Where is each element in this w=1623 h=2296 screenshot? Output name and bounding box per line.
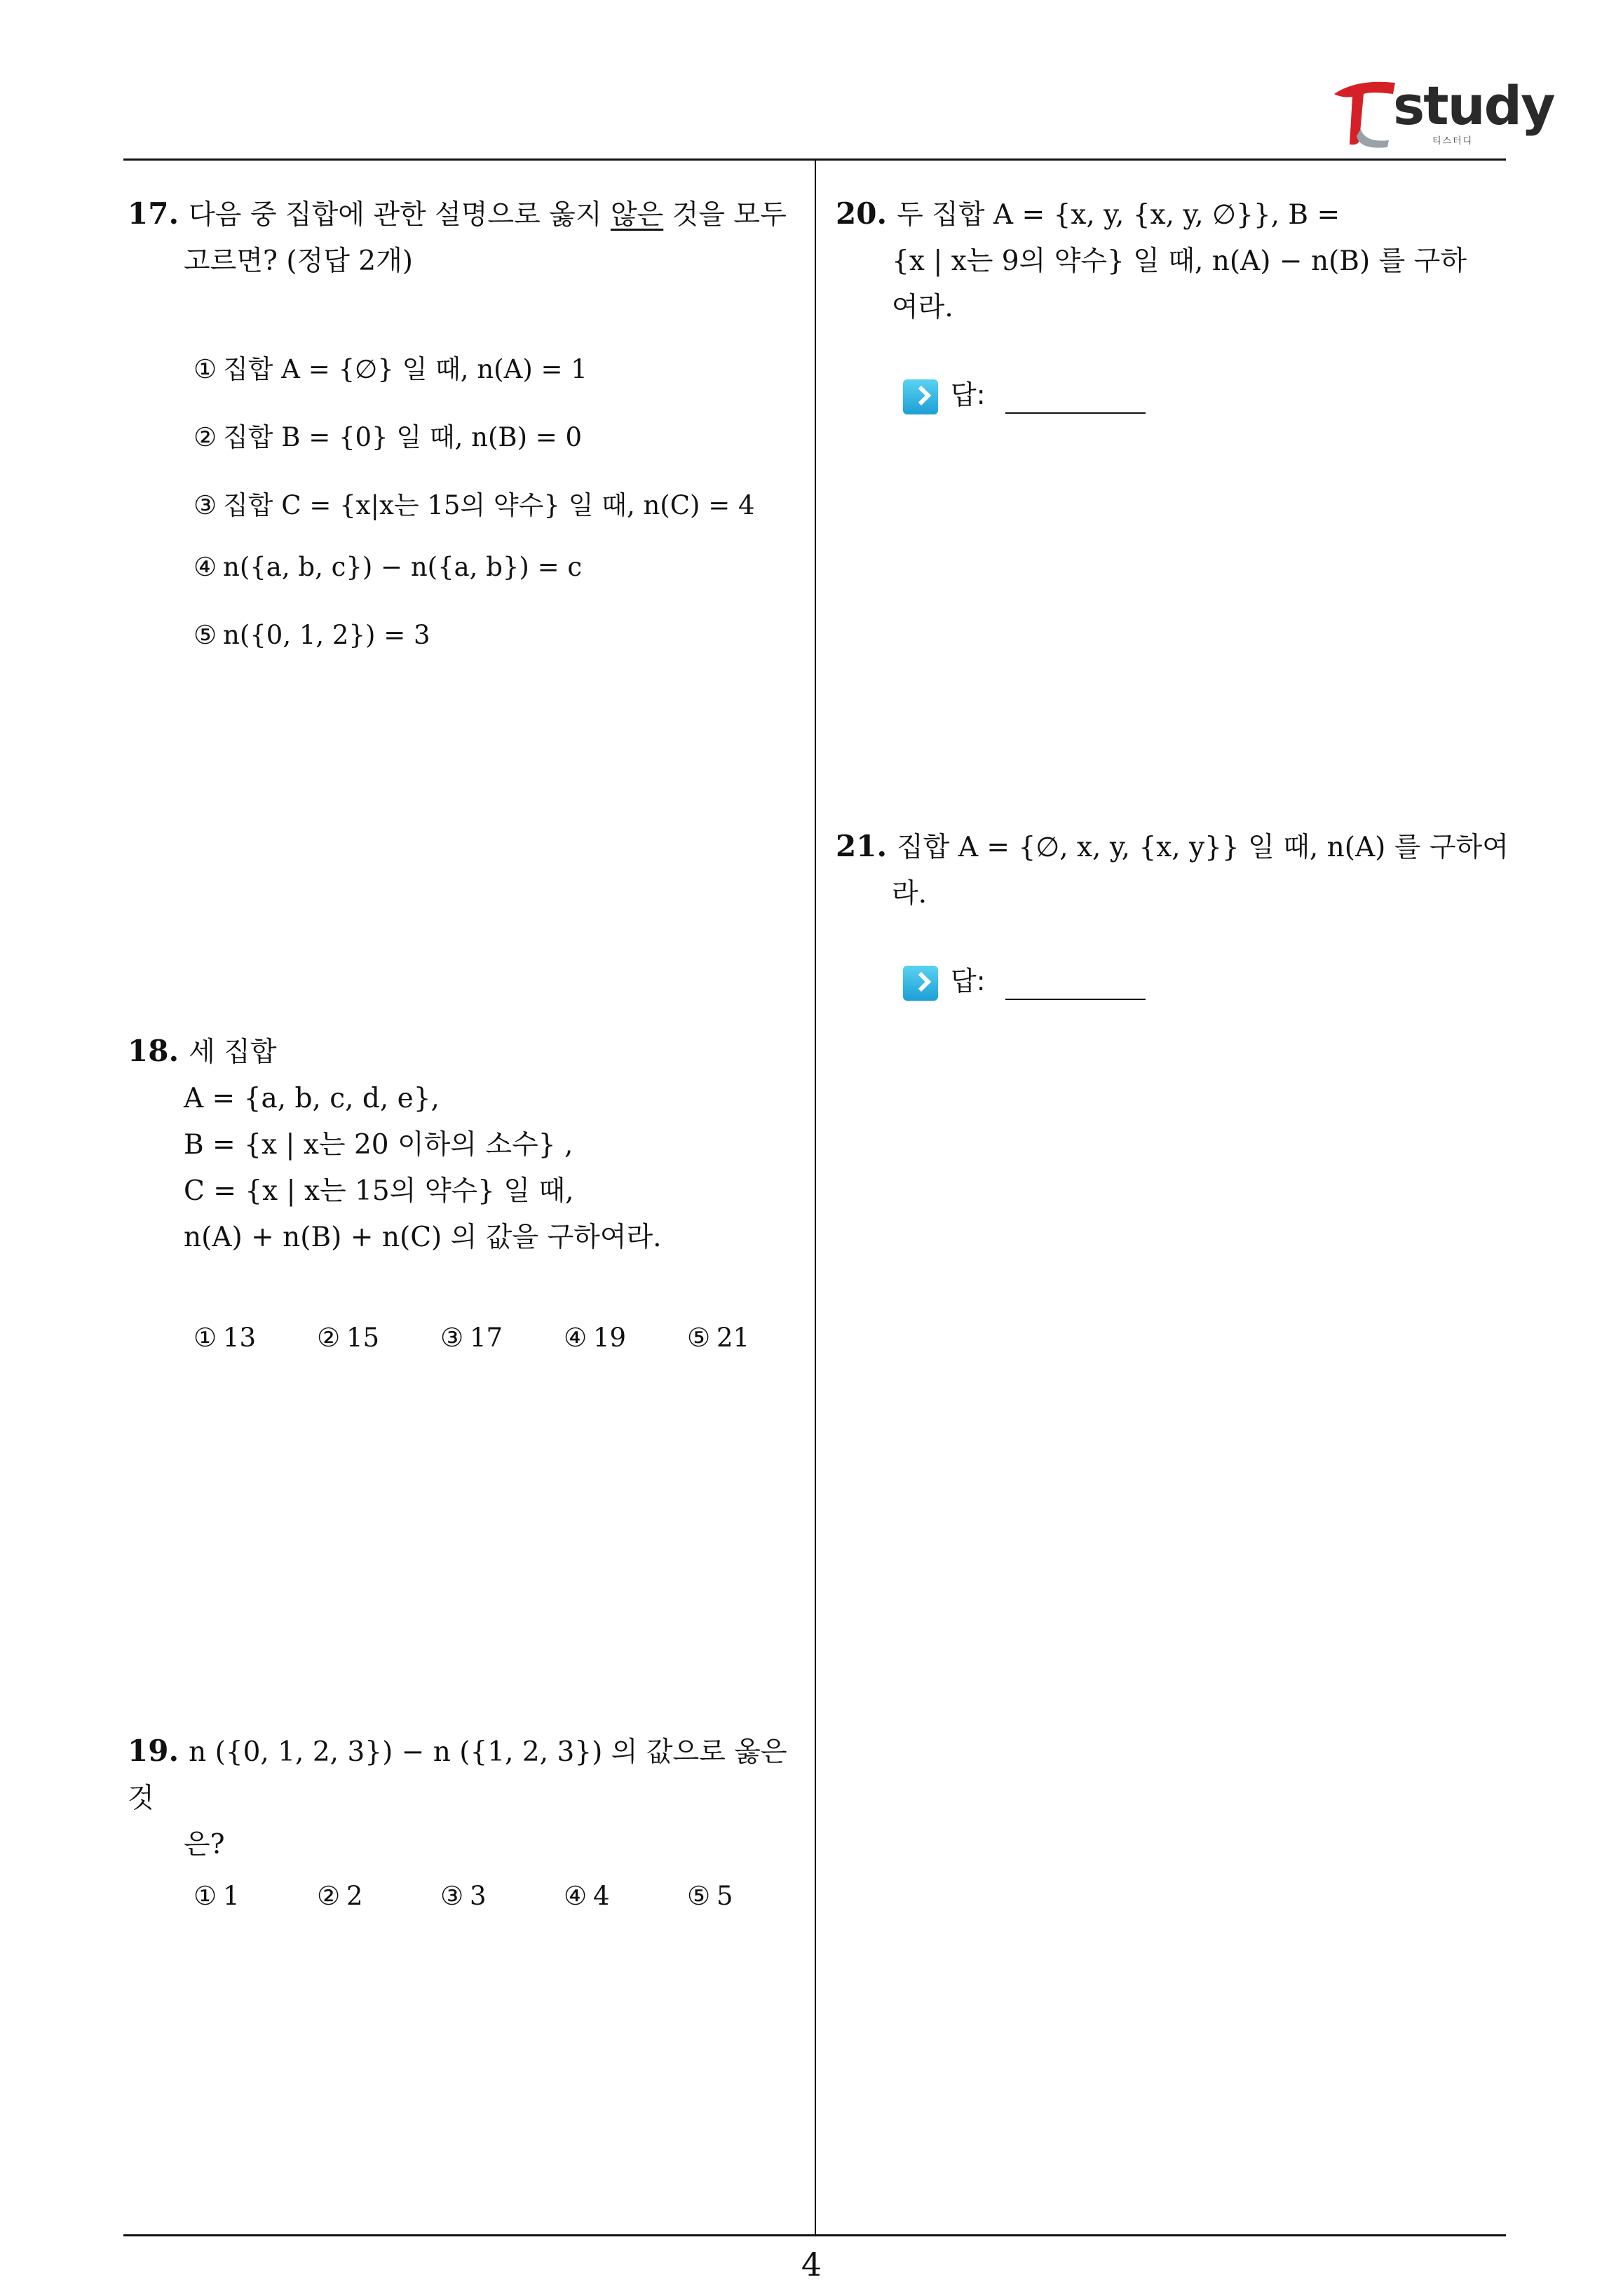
column-divider xyxy=(815,158,816,2236)
question-text: n ({0, 1, 2, 3}) − n ({1, 2, 3}) 의 값으로 옳은 것 xyxy=(128,1736,787,1814)
question-text: 두 집합 A = {x, y, {x, y, ∅}}, B = xyxy=(897,199,1340,231)
question-number: 19. xyxy=(128,1734,179,1768)
question-line: n(A) + n(B) + n(C) 의 값을 구하여라. xyxy=(184,1222,662,1253)
option-2[interactable] xyxy=(317,1323,379,1353)
option-5[interactable] xyxy=(687,1881,733,1911)
option-mark: ③ xyxy=(193,490,217,520)
footer-rule xyxy=(123,2234,1506,2236)
page-number: 4 xyxy=(801,2246,822,2283)
option-4[interactable] xyxy=(564,1881,610,1911)
question-number: 20. xyxy=(836,196,888,231)
option-mark: ② xyxy=(193,422,217,452)
option-mark: ④ xyxy=(564,1323,588,1353)
answer-arrow-icon xyxy=(903,379,938,414)
option-mark: ③ xyxy=(440,1881,464,1911)
option-text: 5 xyxy=(717,1881,733,1911)
question-19 xyxy=(128,1728,808,1868)
option-text: 4 xyxy=(593,1881,610,1911)
question-line: C = {x | x는 15의 약수} 일 때, xyxy=(184,1175,574,1207)
brand-wordmark: study xyxy=(1393,74,1554,137)
question-text: {x | x는 9의 약수} 일 때, n(A) − n(B) 를 구하 xyxy=(892,245,1467,277)
option-mark: ⑤ xyxy=(687,1323,711,1353)
option-text: 21 xyxy=(717,1323,750,1353)
answer-blank[interactable] xyxy=(1005,405,1146,414)
question-text: 집합 A = {∅, x, y, {x, y}} 일 때, n(A) 를 구하여 xyxy=(897,832,1509,863)
question-text: 세 집합 xyxy=(189,1036,277,1068)
option-1[interactable] xyxy=(193,348,588,386)
option-text: 17 xyxy=(470,1323,503,1353)
question-text: 고르면? (정답 2개) xyxy=(184,245,413,277)
option-mark: ⑤ xyxy=(193,620,217,650)
question-number: 17. xyxy=(128,196,179,231)
option-4[interactable] xyxy=(193,552,582,582)
option-1[interactable] xyxy=(193,1323,256,1353)
question-line: A = {a, b, c, d, e}, xyxy=(184,1083,440,1114)
question-number: 21. xyxy=(836,829,888,863)
question-text: 은? xyxy=(184,1829,225,1861)
answer-label: 답: xyxy=(951,379,986,410)
option-mark: ② xyxy=(317,1323,341,1353)
option-mark: ② xyxy=(317,1881,341,1911)
question-17 xyxy=(128,191,808,285)
option-text: n({a, b, c}) − n({a, b}) = c xyxy=(223,552,583,582)
question-number: 18. xyxy=(128,1034,179,1068)
option-text: n({0, 1, 2}) = 3 xyxy=(223,620,430,650)
question-21 xyxy=(836,823,1509,917)
option-5[interactable] xyxy=(193,620,430,650)
answer-arrow-icon xyxy=(903,966,938,1001)
option-text: 3 xyxy=(470,1881,487,1911)
option-mark: ⑤ xyxy=(687,1881,711,1911)
option-mark: ③ xyxy=(440,1323,464,1353)
tstudy-logo xyxy=(1329,73,1554,150)
option-1[interactable] xyxy=(193,1881,240,1911)
option-text: 13 xyxy=(223,1323,257,1353)
question-line: B = {x | x는 20 이하의 소수} , xyxy=(184,1129,573,1161)
option-2[interactable] xyxy=(193,416,582,454)
option-text: 2 xyxy=(346,1881,363,1911)
option-mark: ① xyxy=(193,354,217,384)
option-text: 집합 B = {0} 일 때, n(B) = 0 xyxy=(223,422,583,452)
option-text: 집합 A = {∅} 일 때, n(A) = 1 xyxy=(223,354,588,384)
option-text: 집합 C = {x|x는 15의 약수} 일 때, n(C) = 4 xyxy=(223,490,755,520)
answer-field[interactable] xyxy=(903,373,1146,414)
option-mark: ① xyxy=(193,1323,217,1353)
question-text: 다음 중 집합에 관한 설명으로 옳지 xyxy=(189,199,611,231)
brand-subtitle: 티스터디 xyxy=(1432,136,1474,147)
answer-blank[interactable] xyxy=(1005,992,1146,1000)
option-3[interactable] xyxy=(193,484,755,522)
option-mark: ④ xyxy=(564,1881,588,1911)
option-3[interactable] xyxy=(440,1323,503,1353)
option-mark: ④ xyxy=(193,552,217,582)
option-text: 19 xyxy=(593,1323,627,1353)
question-20 xyxy=(836,191,1509,331)
option-2[interactable] xyxy=(317,1881,363,1911)
option-5[interactable] xyxy=(687,1323,749,1353)
question-18 xyxy=(128,1028,808,1261)
question-text: 라. xyxy=(892,878,928,910)
option-text: 15 xyxy=(346,1323,380,1353)
answer-label: 답: xyxy=(951,966,986,997)
option-4[interactable] xyxy=(564,1323,626,1353)
option-mark: ① xyxy=(193,1881,217,1911)
option-3[interactable] xyxy=(440,1881,487,1911)
question-text: 것을 모두 xyxy=(663,199,787,231)
option-text: 1 xyxy=(223,1881,240,1911)
underlined-word: 않은 xyxy=(610,199,664,231)
answer-field[interactable] xyxy=(903,959,1146,1001)
question-text: 여라. xyxy=(892,292,953,323)
